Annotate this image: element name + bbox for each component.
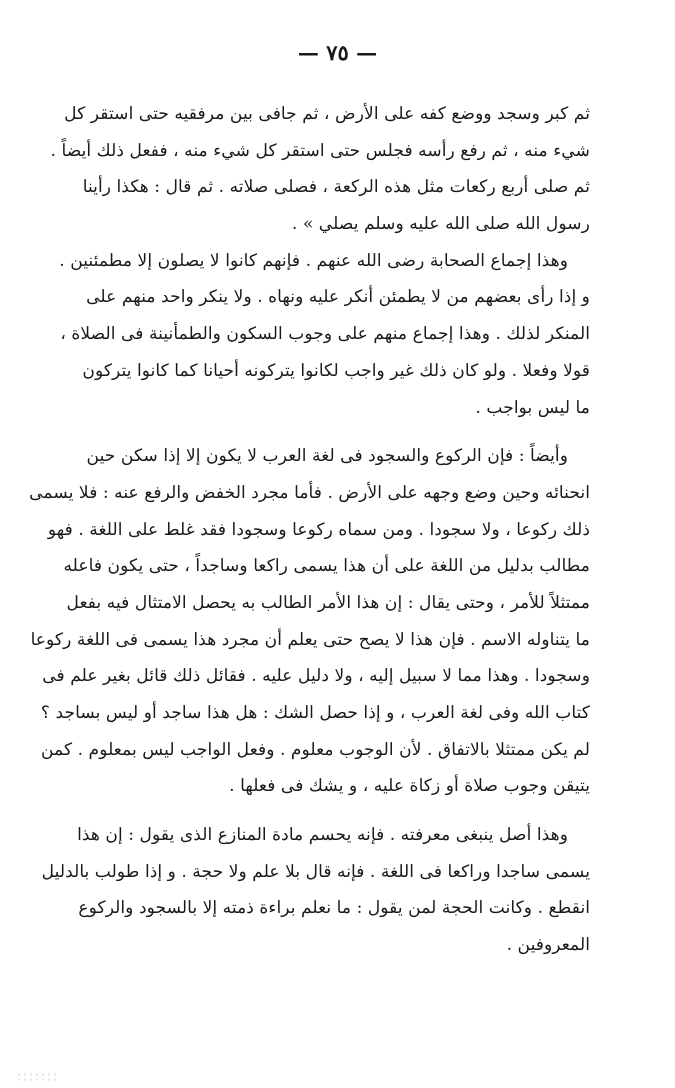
text-line: ممتثلاً للأمر ، وحتى يقال : إن هذا الأمر الطالب به يحصل الامتثال فيه بفعل (66, 592, 590, 613)
text-line: وهذا أصل ينبغى معرفته . فإنه يحسم مادة المنازع الذى يقول : إن هذا (77, 825, 568, 846)
text-line: وسجودا . وهذا مما لا سبيل إليه ، ولا دليل عليه . فقائل ذلك قائل بغير علم فى (42, 666, 590, 687)
body-text (29, 96, 590, 964)
text-line: قولا وفعلا . ولو كان ذلك غير واجب لكانوا يتركونه أحيانا كما كانوا يتركون (82, 360, 590, 381)
text-line: وهذا إجماع الصحابة رضى الله عنهم . فإنهم كانوا لا يصلون إلا مطمئنين . (59, 250, 568, 271)
text-line: رسول الله صلى الله عليه وسلم يصلي » . (291, 214, 590, 235)
text-line: ما ليس بواجب . (475, 397, 590, 418)
text-line: ثم صلى أربع ركعات مثل هذه الركعة ، فصلى صلاته . ثم قال : هكذا رأينا (82, 177, 590, 198)
text-line: المنكر لذلك . وهذا إجماع منهم على وجوب السكون والطمأنينة فى الصلاة ، (60, 324, 590, 345)
text-line: ثم كبر وسجد ووضع كفه على الأرض ، ثم جافى بين مرفقيه حتى استقر كل (64, 104, 590, 124)
text-line: يسمى ساجدا وراكعا فى اللغة . فإنه قال بلا علم ولا حجة . و إذا طولب بالدليل (41, 861, 590, 882)
page-number: — ٧٥ — (297, 40, 378, 65)
paragraph (29, 438, 590, 805)
text-line: كتاب الله وفى لغة العرب ، و إذا حصل الشك : هل هذا ساجد أو ليس بساجد ؟ (40, 703, 590, 723)
text-line: لم يكن ممتثلا بالاتفاق . لأن الوجوب معلوم . وفعل الواجب ليس بمعلوم . كمن (40, 739, 590, 760)
text-line: ما يتناوله الاسم . فإن هذا لا يصح حتى يعلم أن مجرد هذا يسمى فى اللغة ركوعا (30, 629, 590, 650)
text-line: مطالب بدليل من اللغة على أن هذا يسمى راكعا وساجداً ، حتى يكون فاعله (63, 556, 590, 577)
text-line: يتيقن وجوب صلاة أو زكاة عليه ، و يشك فى فعلها . (229, 776, 590, 797)
text-line: شيء منه ، ثم رفع رأسه فجلس حتى استقر كل شيء منه ، ففعل ذلك أيضاً . (50, 140, 590, 161)
paragraph (59, 243, 590, 426)
text-line: و إذا رأى بعضهم من لا يطمئن أنكر عليه ونهاه . ولا ينكر واحد منهم على (86, 287, 590, 308)
paragraph (50, 96, 590, 243)
text-line: ذلك ركوعا ، ولا سجودا . ومن سماه ركوعا وسجودا فقد غلط على اللغة . فهو (47, 519, 590, 540)
text-line: انقطع . وكانت الحجة لمن يقول : ما نعلم براءة ذمته إلا بالسجود والركوع (78, 898, 590, 919)
text-line: انحنائه وحين وضع وجهه على الأرض . فأما مجرد الخفض والرفع عنه : فلا يسمى (29, 482, 590, 503)
paper-speck (16, 1072, 56, 1082)
text-line: وأيضاً : فإن الركوع والسجود فى لغة العرب لا يكون إلا إذا سكن حين (86, 446, 568, 467)
text-line: المعروفين . (506, 935, 590, 956)
paragraph (41, 817, 590, 964)
